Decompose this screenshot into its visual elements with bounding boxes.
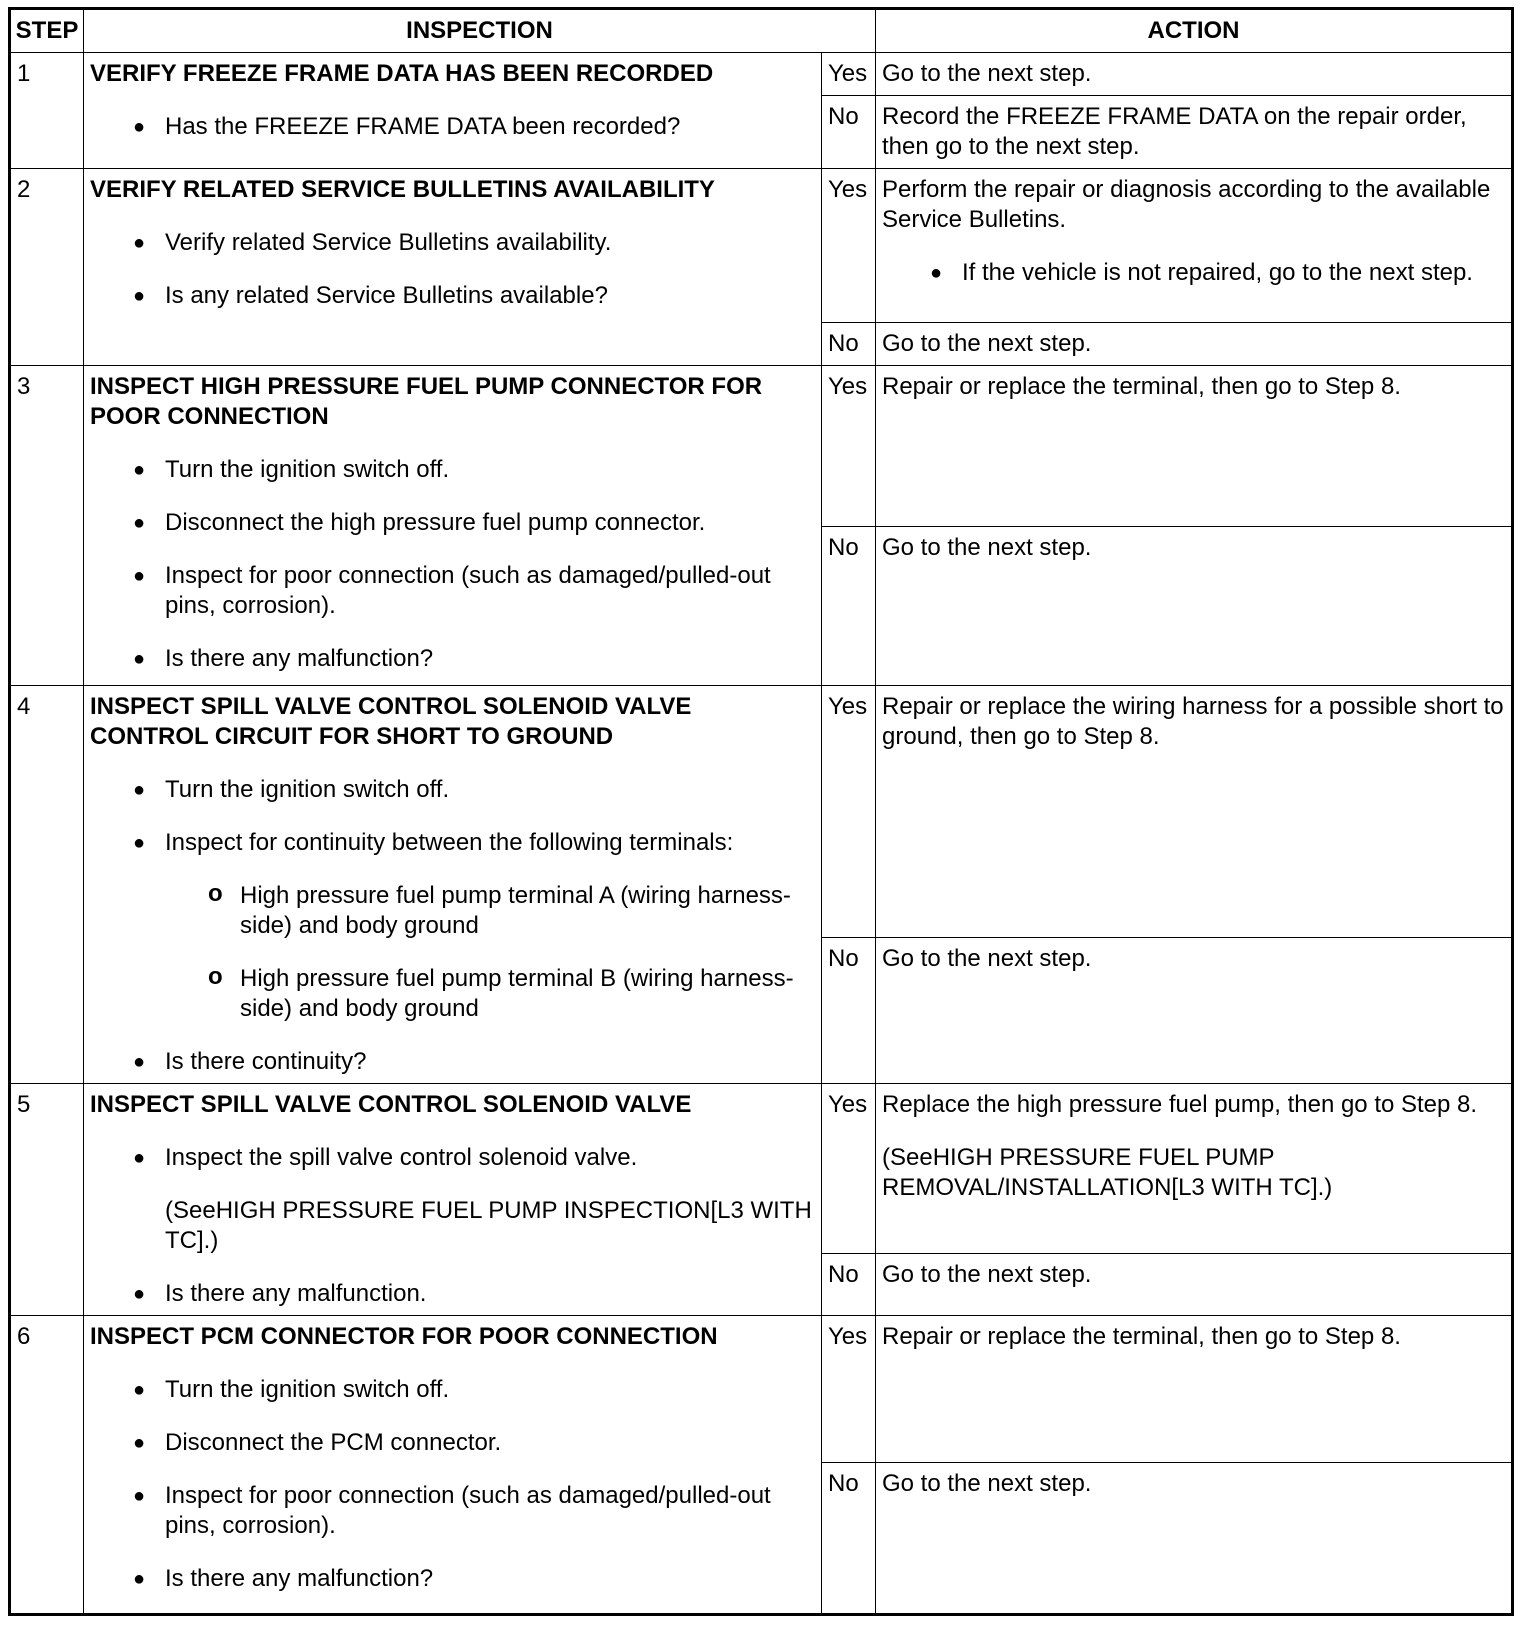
yes-action-text: Perform the repair or diagnosis according to the available Service Bulletins. [882, 176, 1491, 233]
header-step: STEP [10, 9, 84, 53]
step-inspection [84, 53, 822, 169]
step-2-yes-row [10, 169, 1513, 323]
step-number: 2 [10, 169, 84, 366]
header-inspection: INSPECTION [84, 9, 876, 53]
step-title: VERIFY FREEZE FRAME DATA HAS BEEN RECORDED [90, 60, 714, 87]
step-number: 3 [10, 366, 84, 686]
no-label: No [822, 1254, 876, 1316]
step-title: INSPECT PCM CONNECTOR FOR POOR CONNECTION [90, 1323, 718, 1350]
yes-label: Yes [822, 1316, 876, 1463]
yes-label: Yes [822, 366, 876, 527]
diagnostic-table [8, 7, 1514, 1616]
no-label: No [822, 323, 876, 366]
step-inspection [84, 366, 822, 686]
step-inspection [84, 1084, 822, 1316]
inspection-sub-bullet: o High pressure fuel pump terminal B (wiring harness-side) and body ground [90, 964, 815, 1024]
step-6-yes-row [10, 1316, 1513, 1463]
yes-label: Yes [822, 169, 876, 323]
inspection-bullet: ● Inspect for continuity between the following terminals: [90, 828, 815, 858]
inspection-bullet: ● Is there any malfunction? [90, 1564, 815, 1594]
inspection-sub-bullet: o High pressure fuel pump terminal A (wiring harness-side) and body ground [90, 881, 815, 941]
step-number: 4 [10, 686, 84, 1084]
yes-label: Yes [822, 1084, 876, 1254]
inspection-bullet: ● Turn the ignition switch off. [90, 775, 815, 805]
no-action: Go to the next step. [876, 1463, 1513, 1615]
inspection-bullet: ● Inspect the spill valve control solenoid valve. [90, 1143, 815, 1173]
no-label: No [822, 1463, 876, 1615]
step-title: INSPECT HIGH PRESSURE FUEL PUMP CONNECTOR FOR POOR CONNECTION [90, 373, 763, 430]
yes-action: Go to the next step. [876, 53, 1513, 96]
inspection-bullet: ● Has the FREEZE FRAME DATA been recorded? [90, 112, 815, 142]
no-label: No [822, 938, 876, 1084]
no-action: Go to the next step. [876, 527, 1513, 686]
inspection-bullet: ● Is there any malfunction. [90, 1279, 815, 1309]
step-number: 5 [10, 1084, 84, 1316]
header-row [10, 9, 1513, 53]
inspection-bullet: ● Disconnect the high pressure fuel pump connector. [90, 508, 815, 538]
step-inspection [84, 686, 822, 1084]
step-title: INSPECT SPILL VALVE CONTROL SOLENOID VALVE [90, 1091, 692, 1118]
step-number: 1 [10, 53, 84, 169]
yes-action-text: Replace the high pressure fuel pump, then go to Step 8. [882, 1091, 1478, 1118]
inspection-bullet: ● Inspect for poor connection (such as damaged/pulled-out pins, corrosion). [90, 1481, 815, 1541]
step-4-yes-row [10, 686, 1513, 938]
yes-action: Repair or replace the terminal, then go to Step 8. [876, 366, 1513, 527]
no-label: No [822, 527, 876, 686]
no-action: Go to the next step. [876, 323, 1513, 366]
yes-action: Repair or replace the wiring harness for a possible short to ground, then go to Step 8. [876, 686, 1513, 938]
inspection-bullet: ● Turn the ignition switch off. [90, 1375, 815, 1405]
step-number: 6 [10, 1316, 84, 1615]
step-1-yes-row [10, 53, 1513, 96]
yes-action [876, 1084, 1513, 1254]
step-3-yes-row [10, 366, 1513, 527]
inspection-bullet: ● Disconnect the PCM connector. [90, 1428, 815, 1458]
inspection-bullet: ● Inspect for poor connection (such as damaged/pulled-out pins, corrosion). [90, 561, 815, 621]
yes-label: Yes [822, 53, 876, 96]
inspection-bullet: ● Verify related Service Bulletins availability. [90, 228, 815, 258]
action-bullet: ● If the vehicle is not repaired, go to the next step. [882, 258, 1505, 288]
yes-label: Yes [822, 686, 876, 938]
step-title: INSPECT SPILL VALVE CONTROL SOLENOID VALVE CONTROL CIRCUIT FOR SHORT TO GROUND [90, 693, 692, 750]
no-label: No [822, 96, 876, 169]
yes-action [876, 169, 1513, 323]
step-inspection [84, 169, 822, 366]
step-inspection [84, 1316, 822, 1615]
no-action: Go to the next step. [876, 938, 1513, 1084]
inspection-bullet: ● Turn the ignition switch off. [90, 455, 815, 485]
inspection-reference: (SeeHIGH PRESSURE FUEL PUMP INSPECTION[L3 WITH TC].) [165, 1197, 812, 1254]
step-title: VERIFY RELATED SERVICE BULLETINS AVAILABILITY [90, 176, 715, 203]
no-action: Record the FREEZE FRAME DATA on the repair order, then go to the next step. [876, 96, 1513, 169]
inspection-bullet: ● Is any related Service Bulletins available? [90, 281, 815, 311]
inspection-bullet: ● Is there any malfunction? [90, 644, 815, 674]
header-action: ACTION [876, 9, 1513, 53]
no-action: Go to the next step. [876, 1254, 1513, 1316]
inspection-bullet: ● Is there continuity? [90, 1047, 815, 1077]
action-reference: (SeeHIGH PRESSURE FUEL PUMP REMOVAL/INSTALLATION[L3 WITH TC].) [882, 1144, 1333, 1201]
yes-action: Repair or replace the terminal, then go to Step 8. [876, 1316, 1513, 1463]
step-5-yes-row [10, 1084, 1513, 1254]
